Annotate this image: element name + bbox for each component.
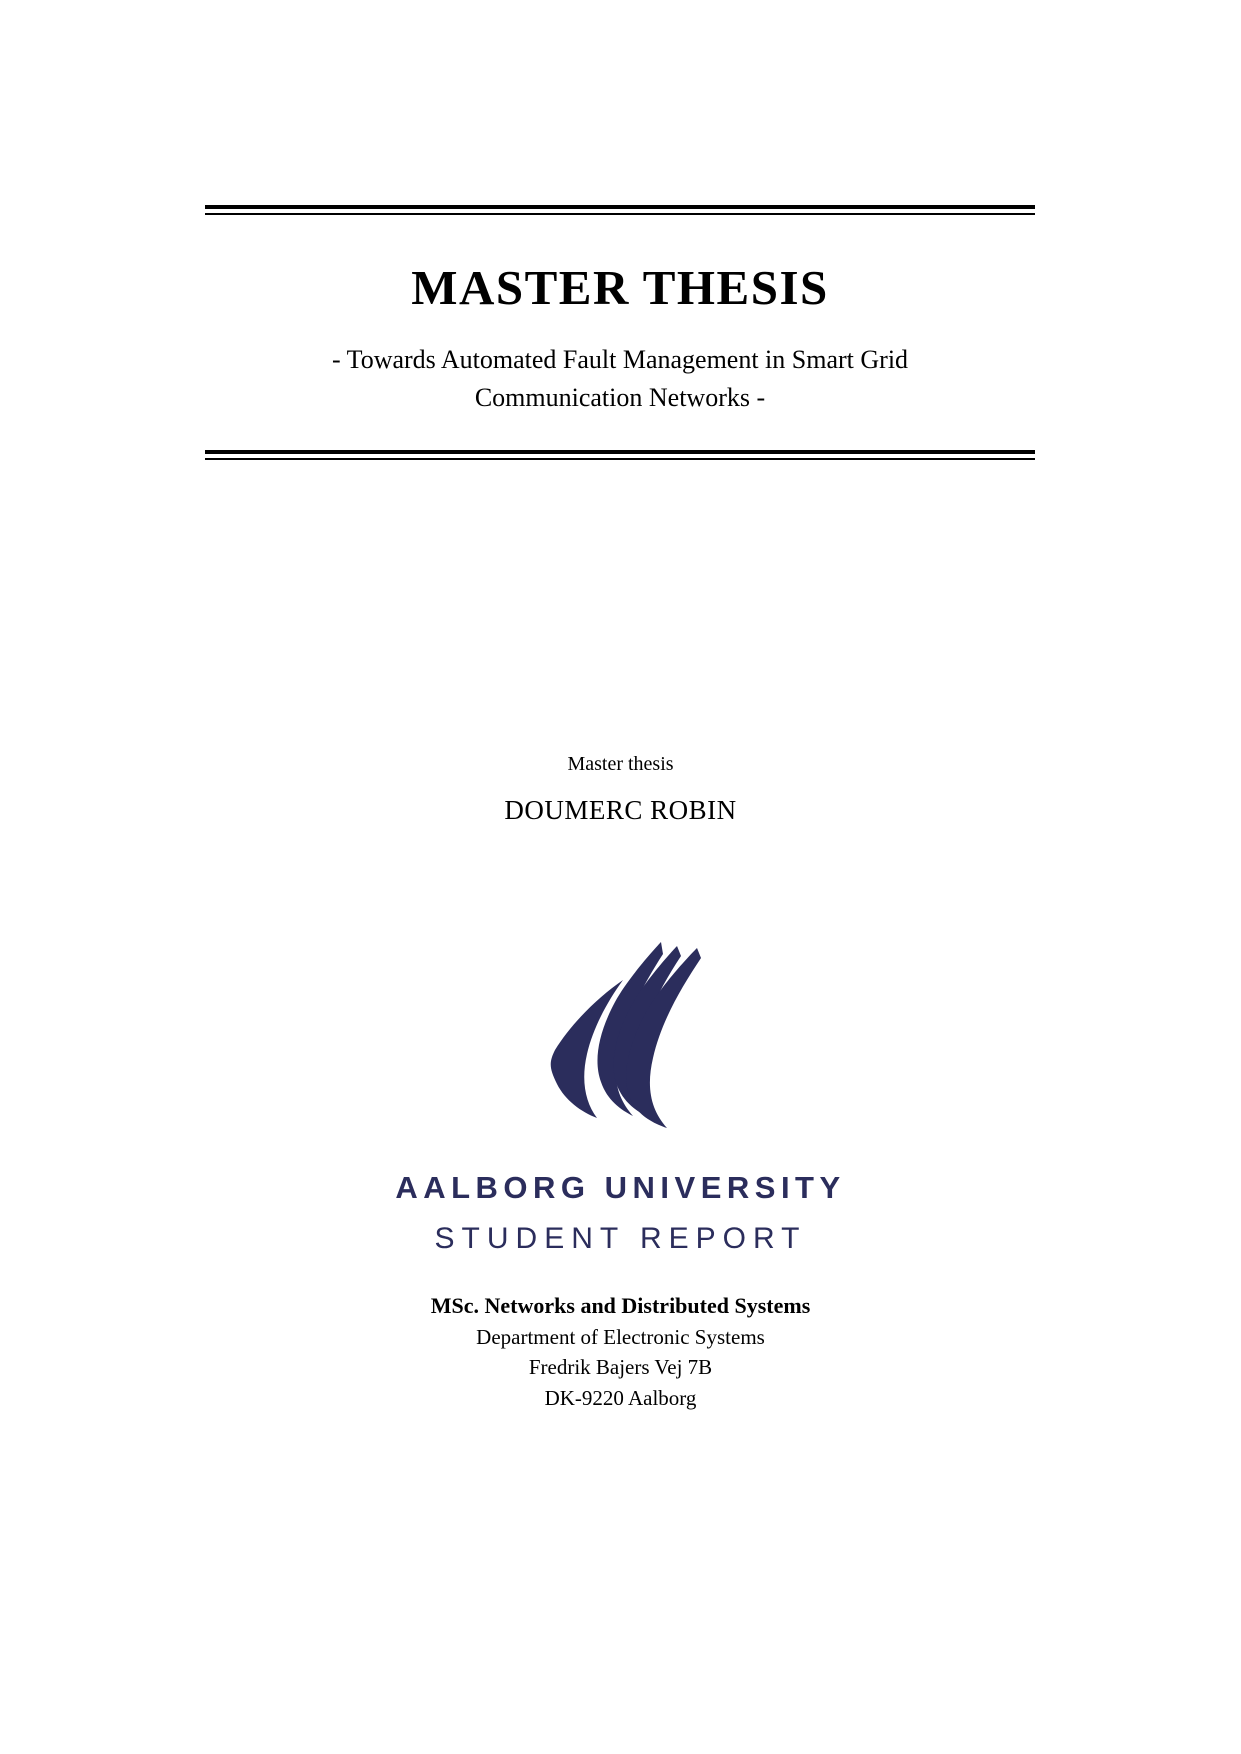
page-subtitle-line-2: Communication Networks - bbox=[474, 382, 766, 412]
department-city: DK-9220 Aalborg bbox=[544, 1385, 697, 1410]
top-rule-thin bbox=[205, 213, 1035, 215]
page-subtitle-line-1: - Towards Automated Fault Management in Smart Grid bbox=[331, 344, 909, 374]
page-title: MASTER THESIS bbox=[411, 260, 829, 315]
bottom-rule-thick bbox=[205, 450, 1035, 454]
aalborg-university-logo-icon bbox=[511, 940, 731, 1130]
department-block bbox=[0, 1290, 1241, 1413]
top-rule-thick bbox=[205, 205, 1035, 209]
page-subtitle bbox=[205, 341, 1035, 450]
author-name: DOUMERC ROBIN bbox=[504, 795, 737, 825]
logo-container bbox=[0, 940, 1241, 1135]
program-name: MSc. Networks and Distributed Systems bbox=[430, 1293, 811, 1318]
department-name: Department of Electronic Systems bbox=[476, 1324, 765, 1349]
document-type-label: Master thesis bbox=[567, 753, 674, 775]
department-street: Fredrik Bajers Vej 7B bbox=[528, 1355, 713, 1380]
university-name: AALBORG UNIVERSITY bbox=[395, 1170, 846, 1205]
title-block bbox=[205, 205, 1035, 460]
bottom-rule-thin bbox=[205, 458, 1035, 460]
report-type-label: STUDENT REPORT bbox=[434, 1222, 807, 1255]
